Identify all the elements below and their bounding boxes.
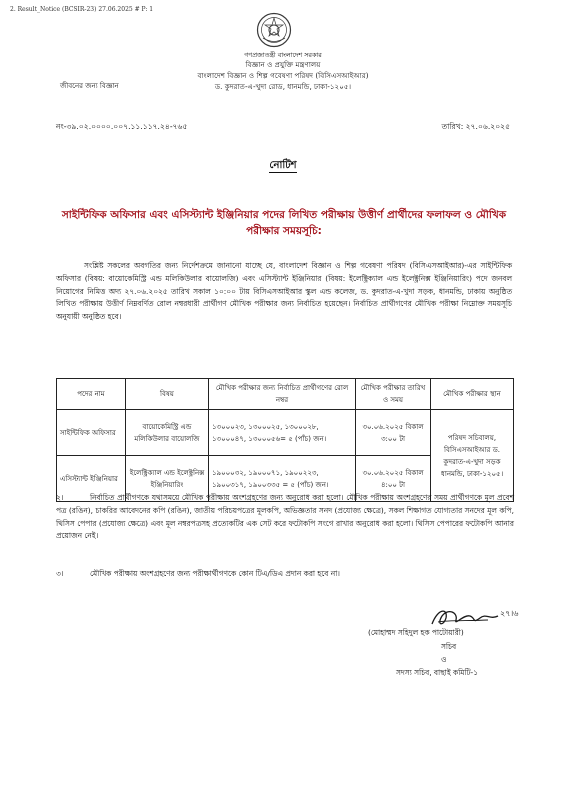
cell-subject: বায়োকেমিস্ট্রি এন্ড মলিকিউলার বায়োলজি — [126, 410, 209, 456]
cell-rolls: ১৯০০০৩২, ১৯০০০৭১, ১৯০০২২৩, ১৯০০৩১৭, ১৯০০৩৩৫ = ৫ (পাঁচ) জন। — [209, 456, 356, 502]
signatory-name: (মোহাম্মদ সহিদুল হক পাটোয়ারী) — [368, 628, 464, 637]
cell-datetime: ৩০.০৬.২০২৫ বিকাল ৩:০০ টা — [356, 410, 431, 456]
col-header-datetime: মৌখিক পরীক্ষার তারিখ ও সময় — [356, 379, 431, 410]
header-line-4: ড. কুদরাত-এ-খুদা রোড, ধানমন্ডি, ঢাকা-১২০৫। — [214, 82, 352, 91]
col-header-venue: মৌখিক পরীক্ষার স্থান — [431, 379, 514, 410]
notice-subject: সাইন্টিফিক অফিসার এবং এসিস্ট্যান্ট ইঞ্জিনিয়ার পদের লিখিত পরীক্ষায় উত্তীর্ণ প্রার্থীদের ফলাফল ও মৌখিক পরীক্ষার সময়সূচি: — [61, 209, 507, 237]
table-header-row — [57, 379, 514, 410]
notice-date: তারিখ: ২৭.০৬.২০২৫ — [441, 122, 510, 131]
cell-rolls: ১৩০০০২৩, ১৩০০০২৫, ১৩০০০২৮, ১৩০০০৪৭, ১৩০০০৫৬= ৫ (পাঁচ) জন। — [209, 410, 356, 456]
paragraph-2 — [56, 492, 514, 543]
cell-datetime: ৩০.০৬.২০২৫ বিকাল ৪:০০ টা — [356, 456, 431, 502]
paragraph-3-number: ৩। — [56, 569, 64, 578]
notice-title-text: নোটিশ — [269, 160, 297, 171]
header-line-1: গণপ্রজাতন্ত্রী বাংলাদেশ সরকার — [244, 51, 322, 59]
bcsir-logo-icon — [256, 12, 292, 48]
paragraph-3-text: মৌখিক পরীক্ষায় অংশগ্রহণের জন্য পরীক্ষার্থীগণকে কোন টিএ/ডিএ প্রদান করা হবে না। — [90, 569, 340, 578]
cell-venue: পরিষদ সচিবালয়, বিসিএসআইআর ড. কুদরাত-এ-খুদা সড়ক ধানমন্ডি, ঢাকা-১২০৫। — [431, 410, 514, 502]
paragraph-1: সংশ্লিষ্ট সকলের অবগতির জন্য নির্দেশক্রমে জানানো যাচ্ছে যে, বাংলাদেশ বিজ্ঞান ও শিল্প গবেষণা পরিষদ (বিসিএসআইআর)-এর সাইন্টিফিক অফিসার (বিষয়: বায়োকেমিস্ট্রি এন্ড মলিকিউলার বায়োলজি) এবং এসিস্ট্যান্ট ইঞ্জিনিয়ার (বিষয়: ইলেক্ট্রিক্যাল এন্ড ইলেক্ট্রনিক্স ইঞ্জিনিয়ারিং) পদে জনবল নিয়োগের নিমিত্ত অদ্য ২৭.০৬.২০২৫ তারিখ সকাল ১০:০০ টায় বিসিএসআইআর স্কুল এন্ড কলেজ, ড. কুদরাত-এ-খুদা সড়ক, ধানমন্ডি, ঢাকায় অনুষ্ঠিত লিখিত পরীক্ষায় উত্তীর্ণ নিম্নবর্ণিত রোল নম্বরধারী প্রার্থীগণ মৌখিক পরীক্ষার জন্য নির্বাচিত হয়েছেন। নির্বাচিত প্রার্থীগণের মৌখিক পরীক্ষা নিম্নোক্ত সময়সূচি অনুযায়ী অনুষ্ঠিত হবে। — [56, 261, 512, 322]
signature-date: ২৭।৬ — [500, 609, 519, 618]
file-reference: 2. Result_Notice (BCSIR-23) 27.06.2025 # P: 1 — [10, 6, 154, 13]
paragraph-2-text: নির্বাচিত প্রার্থীগণকে যথাসময়ে মৌখিক পরীক্ষায় অংশগ্রহণের জন্য অনুরোধ করা হলো। মৌখিক পরীক্ষায় অংশগ্রহণের সময় প্রার্থীগণকে মূল প্রবেশ পত্র (রঙিন), চাকরির আবেদনের কপি (রঙিন), জাতীয় পরিচয়পত্রের মূলকপি, অভিজ্ঞতার সনদ (প্রযোজ্য ক্ষেত্রে), সকল শিক্ষাগত যোগ্যতার সনদের মূল কপি, থিসিস পেপার (প্রযোজ্য ক্ষেত্রে) এবং মূল নম্বরপত্রসহ প্রত্যেকটির এক সেট করে ফটোকপি সংগে রাখার অনুরোধ করা হলো। থিসিস পেপারের ফটোকপি আনার প্রয়োজন নেই। — [56, 493, 514, 541]
cell-post: সাইন্টিফিক অফিসার — [57, 410, 126, 456]
cell-post: এসিস্ট্যান্ট ইঞ্জিনিয়ার — [57, 456, 126, 502]
motto-text: জীবনের জন্য বিজ্ঞান — [60, 82, 119, 90]
col-header-rolls: মৌখিক পরীক্ষার জন্য নির্বাচিত প্রার্থীগণের রোল নম্বর — [209, 379, 356, 410]
header-line-3: বাংলাদেশ বিজ্ঞান ও শিল্প গবেষণা পরিষদ (বিসিএসআইআর) — [197, 71, 369, 80]
schedule-table — [56, 378, 514, 502]
signatory-title-2: সদস্য সচিব, বাছাই কমিটি-১ — [396, 668, 479, 677]
signatory-title: সচিব — [441, 642, 457, 651]
signatory-and: ও — [441, 655, 447, 664]
table-row — [57, 410, 514, 456]
header-line-2: বিজ্ঞান ও প্রযুক্তি মন্ত্রণালয় — [245, 60, 321, 69]
memo-number: নং-৩৯.০২.০০০০.০০৭.১১.১১৭.২৪-৭৬৫ — [56, 122, 188, 131]
col-header-subject: বিষয় — [126, 379, 209, 410]
paragraph-3 — [56, 569, 514, 581]
col-header-post: পদের নাম — [57, 379, 126, 410]
cell-subject: ইলেক্ট্রিক্যাল এন্ড ইলেক্ট্রনিক্স ইঞ্জিনিয়ারিং — [126, 456, 209, 502]
notice-title — [0, 158, 566, 175]
paragraph-2-number: ২। — [56, 493, 64, 502]
